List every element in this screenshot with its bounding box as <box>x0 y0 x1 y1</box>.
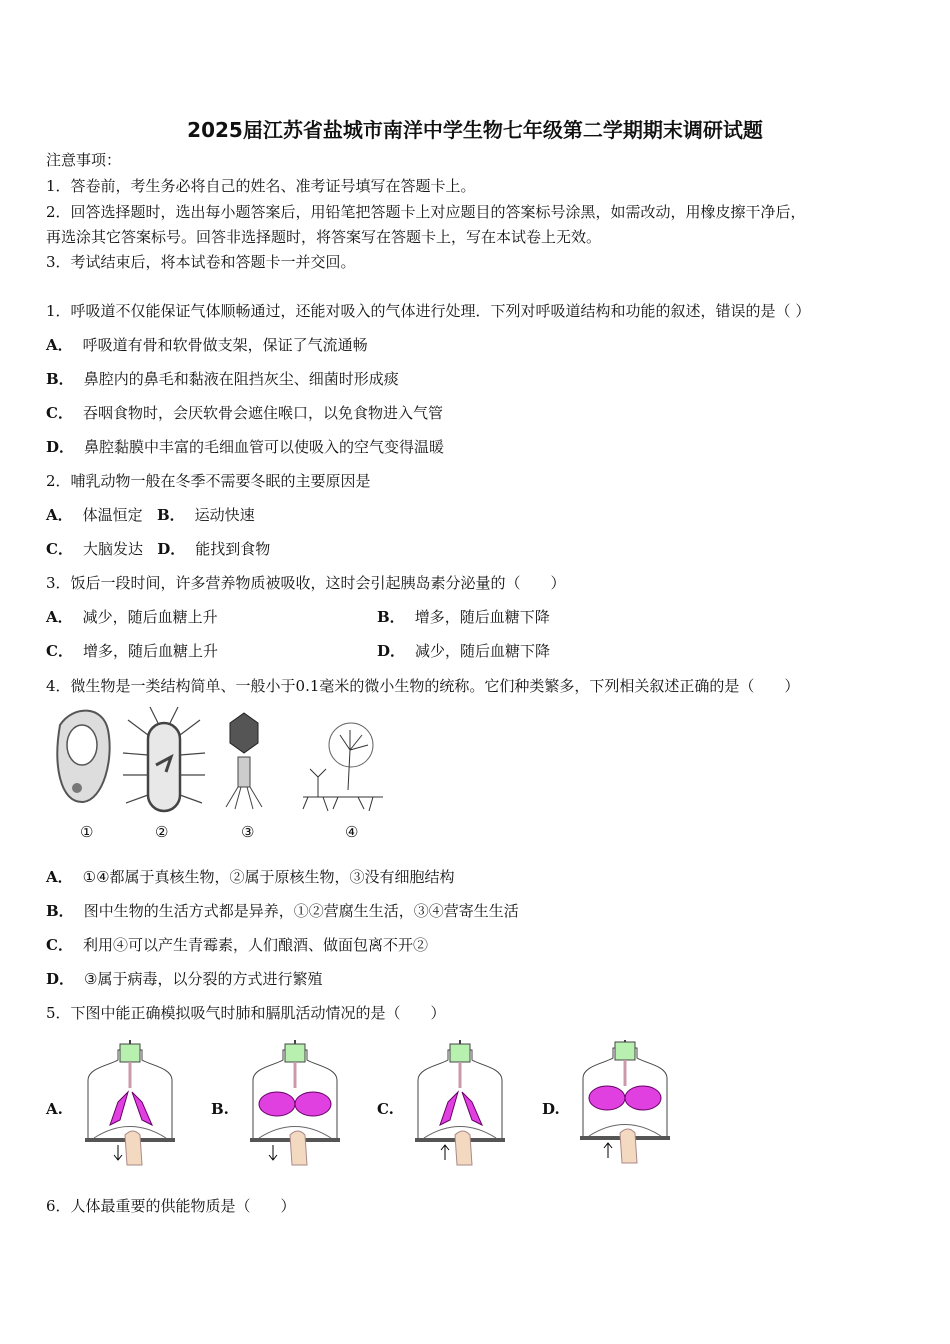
option <box>46 539 270 559</box>
microorganisms-figure <box>48 705 398 815</box>
option <box>46 969 322 989</box>
notes-heading: 注意事项： <box>46 151 122 169</box>
note-item: 再选涂其它答案标号。回答非选择题时，将答案写在答题卡上，写在本试卷上无效。 <box>46 228 602 246</box>
option-text: 减少，随后血糖下降 <box>415 642 551 660</box>
option-key: A． <box>46 336 73 354</box>
option-key: A． <box>46 868 73 886</box>
option-text: 鼻腔内的鼻毛和黏液在阻挡灰尘、细菌时形成痰 <box>83 370 399 388</box>
option-key: C． <box>46 642 73 660</box>
option-text: 体温恒定 <box>82 506 143 524</box>
note-item: 2．回答选择题时，选出每小题答案后，用铅笔把答题卡上对应题目的答案标号涂黑，如需改动，用橡皮擦干净后， <box>46 203 806 221</box>
option-key: D． <box>377 642 406 660</box>
option-key: B． <box>377 608 405 626</box>
question-stem: 2．哺乳动物一般在冬季不需要冬眠的主要原因是 <box>46 472 371 490</box>
option <box>46 641 218 661</box>
bacterium-drawing <box>123 707 205 811</box>
option-key: D． <box>157 540 186 558</box>
option-key: D． <box>46 970 75 988</box>
figure-label: C. <box>377 1100 394 1118</box>
question-stem: 3．饭后一段时间，许多营养物质被吸收，这时会引起胰岛素分泌量的（ ） <box>46 574 566 592</box>
question-stem: 4．微生物是一类结构简单、一般小于0.1毫米的微小生物的统称。它们种类繁多，下列相关叙述正确的是（ ） <box>46 677 800 695</box>
option-text: 能找到食物 <box>195 540 271 558</box>
option-text: 运动快速 <box>194 506 255 524</box>
option <box>46 901 519 921</box>
page-title: 2025届江苏省盐城市南洋中学生物七年级第二学期期末调研试题 <box>187 118 763 142</box>
option-text: ①④都属于真核生物，②属于原核生物，③没有细胞结构 <box>82 868 455 886</box>
model-c <box>415 1040 505 1165</box>
lung-model-figure <box>80 1040 680 1170</box>
question-stem: 5．下图中能正确模拟吸气时肺和膈肌活动情况的是（ ） <box>46 1004 446 1022</box>
yeast-cell-drawing <box>57 711 109 802</box>
penicillium-drawing <box>303 723 383 811</box>
model-d <box>580 1040 670 1163</box>
option-key: B． <box>156 506 185 524</box>
note-item: 1．答卷前，考生务必将自己的姓名、准考证号填写在答题卡上。 <box>46 177 476 195</box>
option-key: B． <box>46 902 74 920</box>
question-stem: 6．人体最重要的供能物质是（ ） <box>46 1197 296 1215</box>
question-stem: 1．呼吸道不仅能保证气体顺畅通过，还能对吸入的气体进行处理．下列对呼吸道结构和功能的叙述，错误的是（ ） <box>46 302 811 320</box>
option-key: B． <box>46 370 74 388</box>
option-text: 利用④可以产生青霉素，人们酿酒、做面包离不开② <box>82 936 428 954</box>
option <box>46 403 443 423</box>
option-key: C． <box>46 404 73 422</box>
model-b <box>250 1040 340 1165</box>
option <box>46 335 368 355</box>
figure-label: ① <box>80 823 94 841</box>
option-key: C． <box>46 936 73 954</box>
option <box>46 607 218 627</box>
figure-label: B. <box>211 1100 229 1118</box>
option-text: 减少，随后血糖上升 <box>82 608 218 626</box>
option <box>46 935 428 955</box>
figure-label: D. <box>542 1100 560 1118</box>
option <box>46 369 399 389</box>
option-text: 大脑发达 <box>82 540 143 558</box>
option-text: 图中生物的生活方式都是异养，①②营腐生生活，③④营寄生生活 <box>83 902 519 920</box>
option-text: 吞咽食物时，会厌软骨会遮住喉口，以免食物进入气管 <box>82 404 443 422</box>
option <box>46 867 455 887</box>
note-item: 3．考试结束后，将本试卷和答题卡一并交回。 <box>46 253 356 271</box>
option <box>377 607 550 627</box>
option-key: C． <box>46 540 73 558</box>
option <box>46 505 255 525</box>
option-key: A． <box>46 506 73 524</box>
option <box>46 437 444 457</box>
bacteriophage-drawing <box>226 713 262 809</box>
option-text: 呼吸道有骨和软骨做支架，保证了气流通畅 <box>82 336 368 354</box>
option-key: A． <box>46 608 73 626</box>
option-key: D． <box>46 438 75 456</box>
option-text: 增多，随后血糖下降 <box>414 608 550 626</box>
figure-label: ③ <box>241 823 255 841</box>
figure-label: ② <box>155 823 169 841</box>
figure-label: ④ <box>345 823 359 841</box>
option-text: 增多，随后血糖上升 <box>82 642 218 660</box>
model-a <box>85 1040 175 1165</box>
option-text: 鼻腔黏膜中丰富的毛细血管可以使吸入的空气变得温暖 <box>84 438 445 456</box>
figure-label: A. <box>46 1100 63 1118</box>
option <box>377 641 550 661</box>
option-text: ③属于病毒，以分裂的方式进行繁殖 <box>84 970 323 988</box>
